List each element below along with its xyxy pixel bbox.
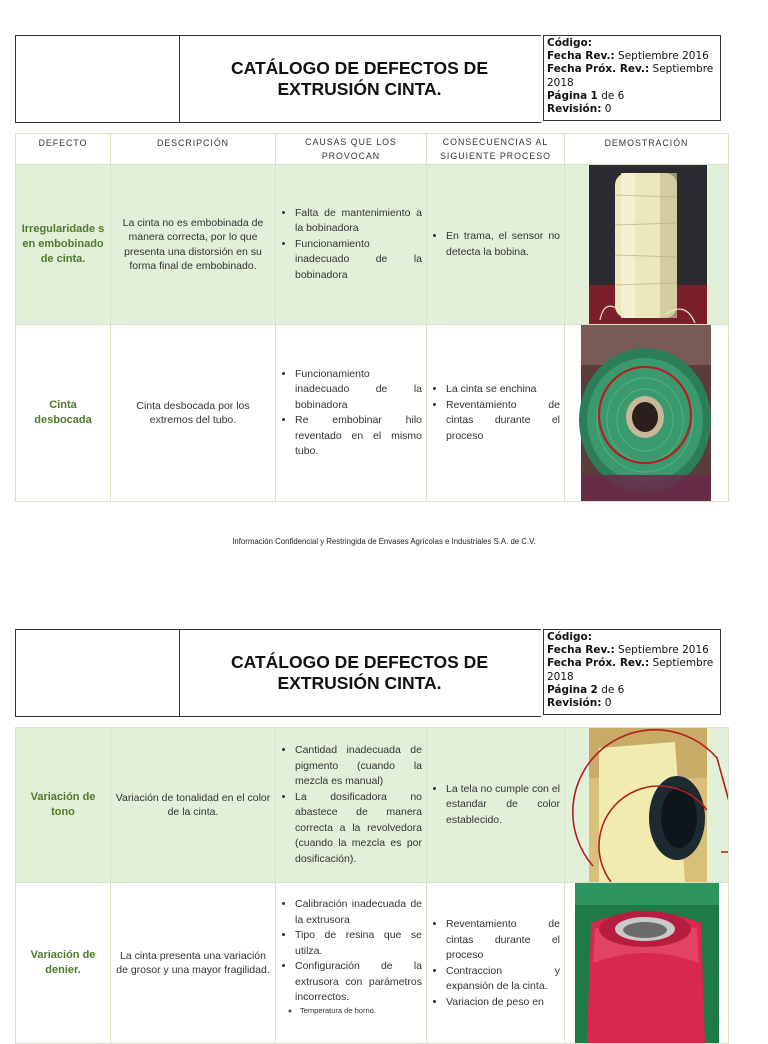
defect-description: La cinta no es embobinada de manera correcta, por lo que presenta una distorsión en su forma final de embobinado. (111, 165, 276, 325)
demo-photo-irregular-spool (565, 165, 729, 324)
logo-box (15, 629, 180, 717)
defect-causes (276, 728, 427, 883)
pagina-label: Página (547, 683, 588, 696)
table-row (16, 883, 729, 1044)
col-defecto: DEFECTO (16, 134, 111, 165)
fecha-prox-value: Septiembre 2018 (547, 657, 714, 683)
table-row (16, 325, 729, 502)
fecha-rev-value: Septiembre 2016 (618, 644, 709, 657)
defect-consequences (427, 165, 565, 325)
defect-name: Irregularidade s en embobinado de cinta. (16, 165, 111, 325)
document-title-box (178, 35, 541, 123)
total-pages: 6 (617, 89, 625, 102)
fecha-prox-value: Septiembre 2018 (547, 63, 714, 89)
de-label: de (601, 89, 615, 102)
defect-description: Cinta desbocada por los extremos del tubo. (111, 325, 276, 502)
fecha-rev-label: Fecha Rev.: (547, 50, 615, 63)
document-title: CATÁLOGO DE DEFECTOS DE EXTRUSIÓN CINTA. (230, 652, 488, 693)
demo-photo-tone-spool (565, 728, 729, 882)
defect-name: Cinta desbocada (16, 325, 111, 502)
consequence-item: • Variacion de peso en (446, 995, 560, 1011)
cause-item: • Funcionamiento inadecuado de la bobinadora (295, 367, 422, 414)
codigo-label: Código: (547, 37, 592, 49)
table-header-row (16, 134, 729, 165)
cause-item: • Re embobinar hilo reventado en el mismo tubo. (295, 413, 422, 460)
page-header (15, 35, 722, 123)
defects-table (15, 133, 729, 502)
consequence-item: • La tela no cumple con el estandar de color establecido. (446, 782, 560, 829)
cause-item: • Cantidad inadecuada de pigmento (cuando la mezcla es manual) (295, 743, 422, 790)
table-row (16, 728, 729, 883)
cause-item: • La dosificadora no abastece de manera correcta a la revolvedora (cuando la mezcla es por dosificación). (295, 790, 422, 868)
revision-value: 0 (604, 103, 612, 116)
demo-photo-cell (565, 165, 729, 325)
page-number: 2 (590, 683, 598, 696)
revision-info (543, 629, 721, 715)
cause-item: • Funcionamiento inadecuado de la bobinadora (295, 237, 422, 284)
defects-table (15, 727, 729, 1044)
col-consecuencias: CONSECUENCIAS AL SIGUIENTE PROCESO (427, 134, 565, 165)
demo-photo-cell (565, 728, 729, 883)
demo-photo-denier-spool (565, 883, 729, 1043)
demo-photo-cell (565, 325, 729, 502)
consequence-item: • Contraccion y expansión de la cinta. (446, 964, 560, 995)
fecha-prox-label: Fecha Próx. Rev.: (547, 63, 650, 76)
defect-causes (276, 883, 427, 1044)
defect-consequences (427, 883, 565, 1044)
document-title: CATÁLOGO DE DEFECTOS DE EXTRUSIÓN CINTA. (230, 58, 488, 99)
defect-description: La cinta presenta una variación de grosor y una mayor fragilidad. (111, 883, 276, 1044)
consequence-item: • En trama, el sensor no detecta la bobina. (446, 229, 560, 260)
consequence-item: • Reventamiento de cintas durante el proceso (446, 398, 560, 445)
demo-photo-loose-spool (565, 325, 729, 501)
fecha-prox-label: Fecha Próx. Rev.: (547, 657, 650, 670)
page-number: 1 (590, 89, 598, 102)
confidential-footer: Información Confidencial y Restringida de Envases Agrícolas e Industriales S.A. de C.V. (232, 537, 536, 546)
revision-info (543, 35, 721, 121)
cause-item: • Configuración de la extrusora con parámetros incorrectos. (295, 959, 422, 1006)
col-demostracion: DEMOSTRACIÓN (565, 134, 729, 165)
cause-item: • Falta de mantenimiento a la bobinadora (295, 206, 422, 237)
cause-item: • Calibración inadecuada de la extrusora (295, 897, 422, 928)
defect-consequences (427, 325, 565, 502)
fecha-rev-label: Fecha Rev.: (547, 644, 615, 657)
demo-photo-cell (565, 883, 729, 1044)
fecha-rev-value: Septiembre 2016 (618, 50, 709, 63)
revision-value: 0 (604, 697, 612, 710)
defect-causes (276, 325, 427, 502)
defect-name: Variación de tono (16, 728, 111, 883)
consequence-item: • La cinta se enchina (446, 382, 560, 398)
page-header (15, 629, 722, 717)
de-label: de (601, 683, 615, 696)
pagina-label: Página (547, 89, 588, 102)
table-row (16, 165, 729, 325)
consequence-item: • Reventamiento de cintas durante el proceso (446, 917, 560, 964)
logo-box (15, 35, 180, 123)
total-pages: 6 (617, 683, 625, 696)
cause-subitem: ◦ Temperatura de horno. (300, 1006, 422, 1016)
document-title-box (178, 629, 541, 717)
defect-description: Variación de tonalidad en el color de la cinta. (111, 728, 276, 883)
revision-label: Revisión: (547, 103, 602, 116)
col-descripcion: DESCRIPCIÓN (111, 134, 276, 165)
defect-name: Variación de denier. (16, 883, 111, 1044)
defect-consequences (427, 728, 565, 883)
revision-label: Revisión: (547, 697, 602, 710)
codigo-label: Código: (547, 631, 592, 643)
defect-causes (276, 165, 427, 325)
cause-item: • Tipo de resina que se utilza. (295, 928, 422, 959)
col-causas: CAUSAS QUE LOS PROVOCAN (276, 134, 427, 165)
